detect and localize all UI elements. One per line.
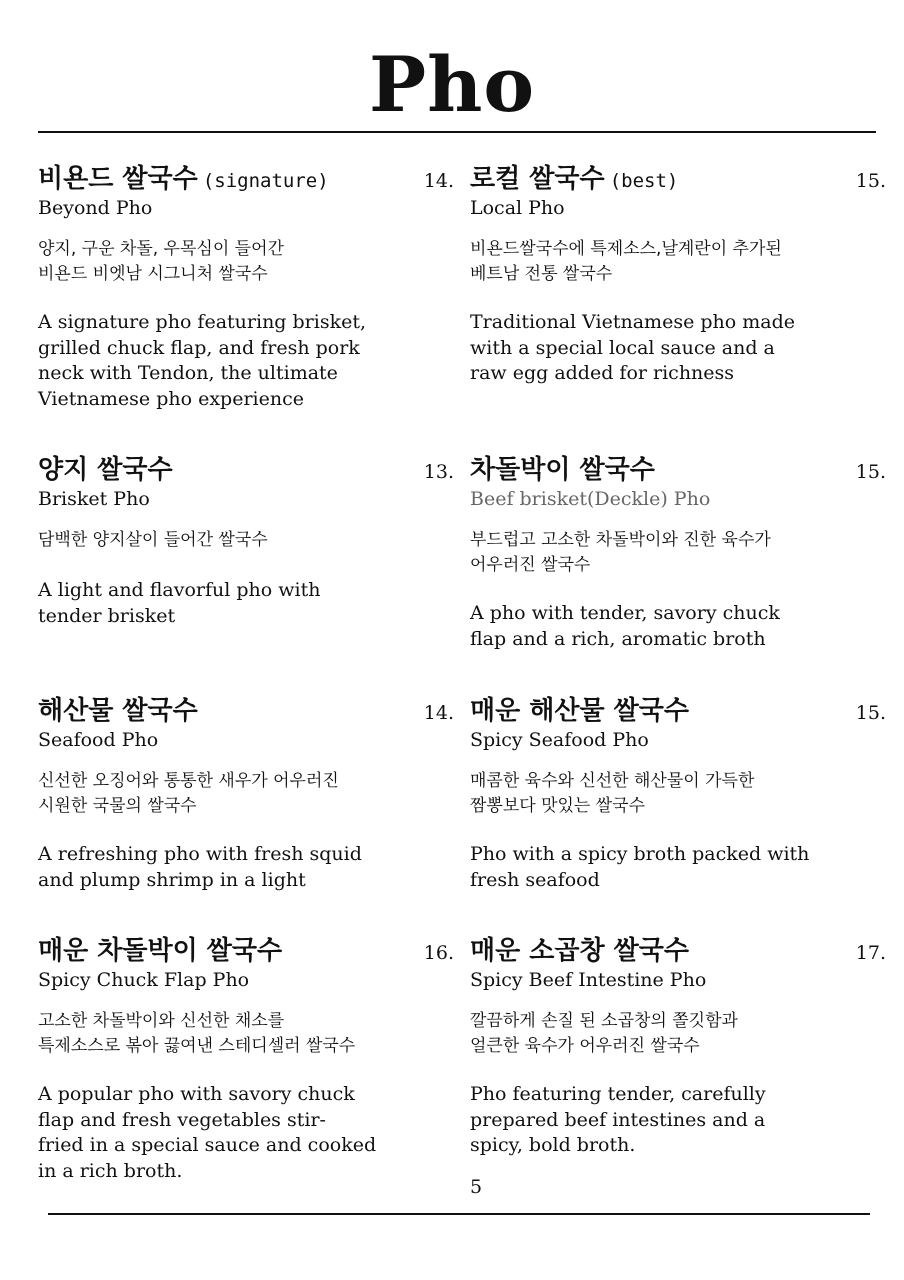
price: 15. xyxy=(855,702,886,724)
english-name: Seafood Pho xyxy=(38,729,159,751)
price: 17. xyxy=(855,942,886,964)
english-description: Traditional Vietnamese pho made with a special local sauce and a raw egg added for richness xyxy=(470,311,795,384)
english-name: Beyond Pho xyxy=(38,197,153,219)
english-name: Spicy Chuck Flap Pho xyxy=(38,969,250,991)
price: 16. xyxy=(423,942,454,964)
english-name: Beef brisket(Deckle) Pho xyxy=(470,488,711,510)
korean-name: 매운 소곱창 쌀국수 xyxy=(470,936,690,966)
menu-item-brisket-pho xyxy=(38,453,454,629)
english-description: A light and flavorful pho with tender brisket xyxy=(38,579,321,627)
english-description: A popular pho with savory chuck flap and fresh vegetables stir- fried in a special sauce and cooked in a rich broth. xyxy=(38,1083,377,1182)
korean-description: 고소한 차돌박이와 신선한 채소를 특제소스로 볶아 끓여낸 스테디셀러 쌀국수 xyxy=(38,1011,356,1056)
english-name: Local Pho xyxy=(470,197,565,219)
price: 14. xyxy=(423,170,454,192)
english-description: Pho with a spicy broth packed with fresh seafood xyxy=(470,843,810,891)
english-description: A signature pho featuring brisket, grilled chuck flap, and fresh pork neck with Tendon, the ultimate Vietnamese pho experience xyxy=(38,311,367,410)
menu-item-local-pho xyxy=(470,162,886,387)
bottom-divider xyxy=(48,1213,870,1215)
price: 15. xyxy=(855,170,886,192)
price: 14. xyxy=(423,702,454,724)
korean-description: 담백한 양지살이 들어간 쌀국수 xyxy=(38,530,268,550)
english-name: Brisket Pho xyxy=(38,488,150,510)
menu-item-beyond-pho xyxy=(38,162,454,412)
korean-name: 해산물 쌀국수 xyxy=(38,696,198,726)
menu-item-spicy-chuck-flap-pho xyxy=(38,934,454,1184)
korean-name: 로컬 쌀국수 xyxy=(470,164,605,194)
english-description: A refreshing pho with fresh squid and plump shrimp in a light xyxy=(38,843,362,891)
menu-item-spicy-beef-intestine-pho xyxy=(470,934,886,1159)
price: 15. xyxy=(855,461,886,483)
price: 13. xyxy=(423,461,454,483)
korean-description: 신선한 오징어와 통통한 새우가 어우러진 시원한 국물의 쌀국수 xyxy=(38,771,339,816)
page-title: Pho xyxy=(368,40,536,129)
korean-name: 차돌박이 쌀국수 xyxy=(470,455,655,485)
best-tag: (best) xyxy=(609,170,679,192)
signature-tag: (signature) xyxy=(202,170,329,192)
english-name: Spicy Beef Intestine Pho xyxy=(470,969,707,991)
korean-description: 비욘드쌀국수에 특제소스,날계란이 추가된 베트남 전통 쌀국수 xyxy=(470,239,782,284)
top-divider xyxy=(38,131,876,133)
english-name: Spicy Seafood Pho xyxy=(470,729,649,751)
korean-name: 비욘드 쌀국수 xyxy=(38,164,198,194)
menu-item-spicy-seafood-pho xyxy=(470,694,886,893)
korean-name: 매운 해산물 쌀국수 xyxy=(470,696,690,726)
english-description: A pho with tender, savory chuck flap and a rich, aromatic broth xyxy=(470,602,780,650)
korean-description: 깔끔하게 손질 된 소곱창의 쫄깃함과 얼큰한 육수가 어우러진 쌀국수 xyxy=(470,1011,738,1056)
korean-description: 부드럽고 고소한 차돌박이와 진한 육수가 어우러진 쌀국수 xyxy=(470,530,771,575)
korean-description: 매콤한 육수와 신선한 해산물이 가득한 짬뽕보다 맛있는 쌀국수 xyxy=(470,771,755,816)
korean-description: 양지, 구운 차돌, 우목심이 들어간 비욘드 비엣남 시그니처 쌀국수 xyxy=(38,239,284,284)
korean-name: 매운 차돌박이 쌀국수 xyxy=(38,936,283,966)
korean-name: 양지 쌀국수 xyxy=(38,455,173,485)
page-number: 5 xyxy=(470,1176,483,1198)
menu-item-seafood-pho xyxy=(38,694,454,893)
menu-item-deckle-pho xyxy=(470,453,886,652)
english-description: Pho featuring tender, carefully prepared beef intestines and a spicy, bold broth. xyxy=(470,1083,766,1156)
